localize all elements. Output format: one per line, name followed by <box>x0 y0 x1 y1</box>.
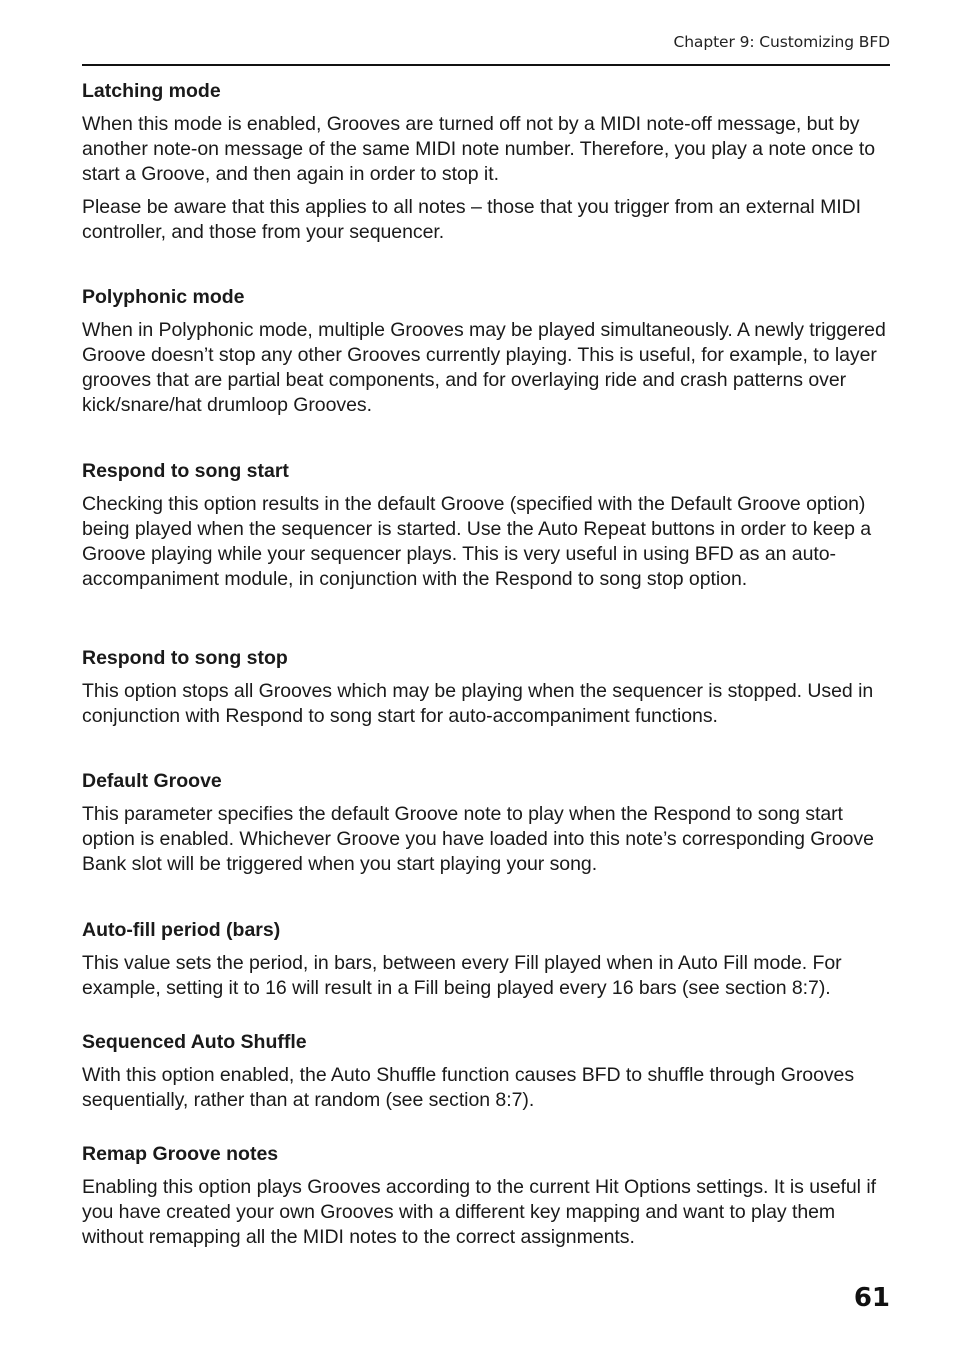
section-sequenced-auto-shuffle <box>82 1030 890 1121</box>
section-polyphonic-mode <box>82 285 890 426</box>
chapter-header: Chapter 9: Customizing BFD <box>673 33 890 51</box>
section-title: Auto-fill period (bars) <box>82 919 281 941</box>
section-auto-fill-period <box>82 918 890 1009</box>
section-paragraph: This value sets the period, in bars, between every Fill played when in Auto Fill mode. For example, setting it to 16 will result in a Fill being played every 16 bars (see section 8:7). <box>82 952 842 999</box>
section-respond-to-song-stop <box>82 646 890 737</box>
section-title: Respond to song stop <box>82 647 288 669</box>
section-respond-to-song-start <box>82 459 890 600</box>
section-paragraph: When in Polyphonic mode, multiple Grooves may be played simultaneously. A newly triggered Groove doesn’t stop any other Grooves currently playing. This is useful, for example, to layer grooves that are partial beat components, and for overlaying ride and crash patterns over kick/snare/hat drumloop Grooves. <box>82 319 886 416</box>
section-default-groove <box>82 769 890 885</box>
section-title: Respond to song start <box>82 460 289 482</box>
section-title: Default Groove <box>82 770 222 792</box>
section-paragraph: Enabling this option plays Grooves according to the current Hit Options settings. It is useful if you have created your own Grooves with a different key mapping and want to play them without remapping all the MIDI notes to the correct assignments. <box>82 1176 876 1248</box>
section-paragraph: This option stops all Grooves which may be playing when the sequencer is stopped. Used in conjunction with Respond to song start for auto-accompaniment functions. <box>82 680 874 727</box>
section-title: Remap Groove notes <box>82 1143 279 1165</box>
section-paragraph: Please be aware that this applies to all notes – those that you trigger from an external MIDI controller, and those from your sequencer. <box>82 196 862 243</box>
section-title: Polyphonic mode <box>82 286 245 308</box>
section-paragraph: With this option enabled, the Auto Shuffle function causes BFD to shuffle through Grooves sequentially, rather than at random (see section 8:7). <box>82 1064 855 1111</box>
section-title: Latching mode <box>82 80 221 102</box>
page-number: 61 <box>853 1283 890 1313</box>
section-paragraph: When this mode is enabled, Grooves are turned off not by a MIDI note-off message, but by another note-on message of the same MIDI note number. Therefore, you play a note once to start a Groove, and then again in order to stop it. <box>82 113 876 185</box>
section-paragraph: This parameter specifies the default Groove note to play when the Respond to song start option is enabled. Whichever Groove you have loaded into this note’s corresponding Groove Bank slot will be triggered when you start playing your song. <box>82 803 874 875</box>
section-title: Sequenced Auto Shuffle <box>82 1031 307 1053</box>
section-latching-mode <box>82 79 890 253</box>
header-rule <box>82 64 890 66</box>
section-remap-groove-notes <box>82 1142 890 1258</box>
section-paragraph: Checking this option results in the default Groove (specified with the Default Groove option) being played when the sequencer is started. Use the Auto Repeat buttons in order to keep a Groove playing while your sequencer plays. This is very useful in using BFD as an auto-accompaniment module, in conjunction with the Respond to song stop option. <box>82 493 872 590</box>
